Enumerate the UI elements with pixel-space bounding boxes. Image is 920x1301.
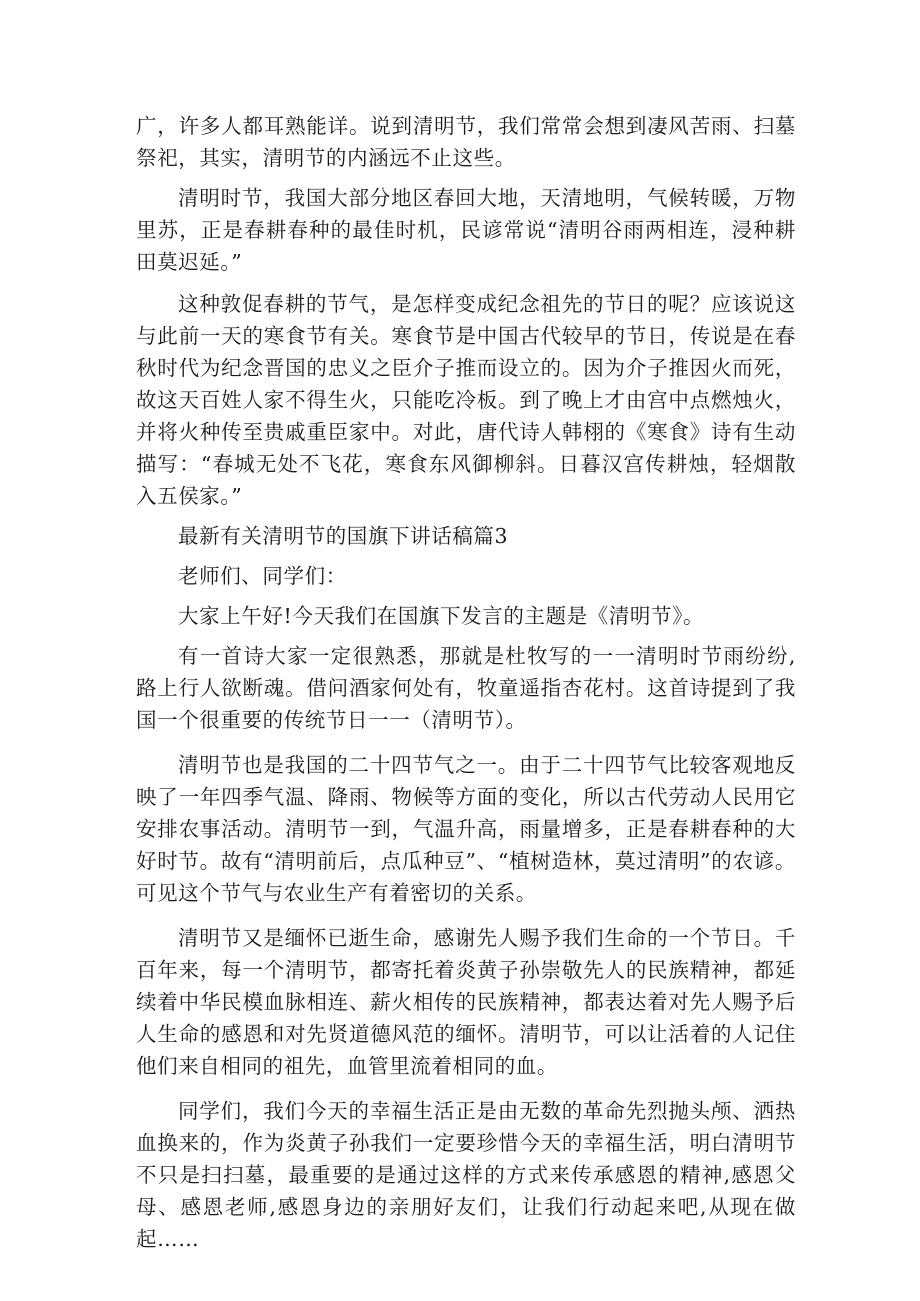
speech-greeting: 大家上午好!今天我们在国旗下发言的主题是《清明节》。	[178, 604, 705, 628]
paragraph-qingming-season: 清明时节，我国大部分地区春回大地，天清地明，气候转暖，万物里苏，正是春耕春种的最佳时机，民谚常说“清明谷雨两相连，浸种耕田莫迟延。”	[136, 186, 796, 274]
section-heading: 最新有关清明节的国旗下讲话稿篇3	[178, 524, 509, 548]
speech-salutation: 老师们、同学们：	[178, 564, 347, 588]
paragraph-poem: 有一首诗大家一定很熟悉，那就是杜牧写的一一清明时节雨纷纷,路上行人欲断魂。借问酒家何处有，牧童遥指杏花村。这首诗提到了我国一个很重要的传统节日一一（清明节）。	[136, 644, 796, 732]
paragraph-remembrance: 清明节又是缅怀已逝生命，感谢先人赐予我们生命的一个节日。千百年来，每一个清明节，都寄托着炎黄子孙崇敬先人的民族精神，都延续着中华民模血脉相连、薪火相传的民族精神，都表达着对先人赐予后人生命的感恩和对先贤道德风范的缅怀。清明节，可以让活着的人记住他们来自相同的祖先，血管里流着相同的血。	[136, 926, 796, 1078]
paragraph-solar-term: 清明节也是我国的二十四节气之一。由于二十四节气比较客观地反映了一年四季气温、降雨、物候等方面的变化，所以古代劳动人民用它安排农事活动。清明节一到，气温升高，雨量增多，正是春耕春种的大好时节。故有“清明前后，点瓜种豆”、“植树造林，莫过清明”的农谚。可见这个节气与农业生产有着密切的关系。	[136, 753, 796, 905]
paragraph-closing: 同学们，我们今天的幸福生活正是由无数的革命先烈抛头颅、洒热血换来的，作为炎黄子孙我们一定要珍惜今天的幸福生活，明白清明节不只是扫扫墓，最重要的是通过这样的方式来传承感恩的精神,感恩父母、感恩老师,感恩身边的亲朋好友们，让我们行动起来吧,从现在做起……	[136, 1099, 796, 1251]
document-body	[136, 110, 796, 1255]
paragraph-continued: 广，许多人都耳熟能详。说到清明节，我们常常会想到凄风苦雨、扫墓祭祀，其实，清明节的内涵远不止这些。	[136, 114, 796, 170]
paragraph-cold-food-festival: 这种敦促春耕的节气，是怎样变成纪念祖先的节日的呢？应该说这与此前一天的寒食节有关。寒食节是中国古代较早的节日，传说是在春秋时代为纪念晋国的忠义之臣介子推而设立的。因为介子推因火而死，故这天百姓人家不得生火，只能吃冷板。到了晚上才由宫中点燃烛火，并将火种传至贵戚重臣家中。对此，唐代诗人韩栩的《寒食》诗有生动描写：“春城无处不飞花，寒食东风御柳斜。日暮汉宫传耕烛，轻烟散入五侯家。”	[136, 292, 796, 508]
